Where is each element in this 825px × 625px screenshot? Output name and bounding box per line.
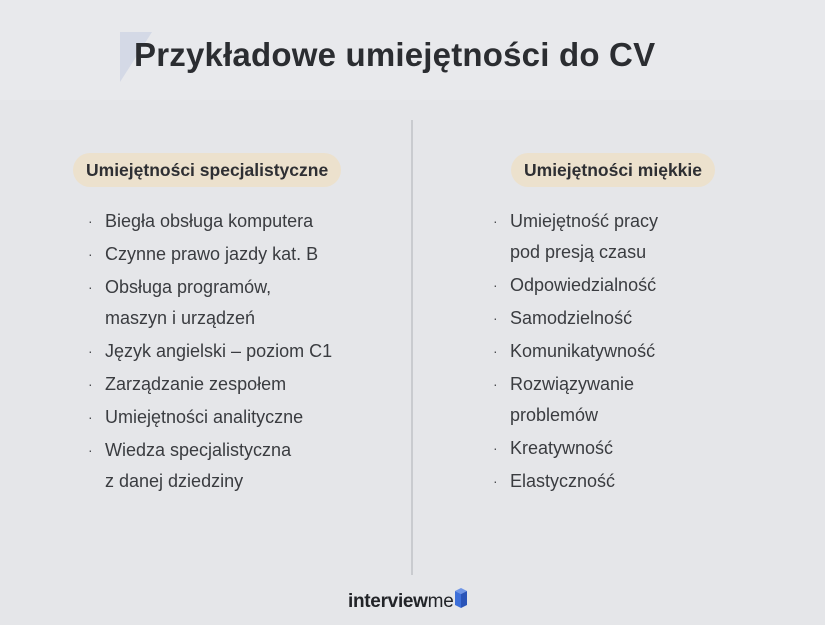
soft-skills-list <box>493 206 658 499</box>
list-item <box>493 369 658 431</box>
list-item-text: Kreatywność <box>510 438 614 458</box>
bullet-icon: · <box>88 409 93 425</box>
list-item-text: Umiejętności analityczne <box>105 407 304 427</box>
list-item <box>88 402 332 433</box>
list-item-text: Biegła obsługa komputera <box>105 211 314 231</box>
bullet-icon: · <box>88 343 93 359</box>
bullet-icon: · <box>88 213 93 229</box>
list-item-text: Samodzielność <box>510 308 633 328</box>
bullet-icon: · <box>493 277 498 293</box>
list-item <box>88 369 332 400</box>
bullet-icon: · <box>493 440 498 456</box>
list-item <box>493 433 658 464</box>
column-divider <box>411 120 413 575</box>
logo-text-light: me <box>427 591 454 612</box>
bullet-icon: · <box>88 442 93 458</box>
logo-text-bold: interview <box>348 591 428 612</box>
list-item-text: Odpowiedzialność <box>510 275 657 295</box>
list-item-text: Elastyczność <box>510 471 616 491</box>
right-column-heading: Umiejętności miękkie <box>511 153 715 187</box>
list-item <box>493 466 658 497</box>
list-item <box>493 336 658 367</box>
interviewme-logo <box>348 591 467 617</box>
cube-icon <box>455 588 467 613</box>
list-item <box>88 206 332 237</box>
bullet-icon: · <box>88 376 93 392</box>
list-item <box>88 272 332 334</box>
list-item-text: Wiedza specjalistyczna z danej dziedziny <box>105 440 292 491</box>
logo-wordmark <box>348 591 453 613</box>
list-item <box>493 206 658 268</box>
bullet-icon: · <box>493 310 498 326</box>
hard-skills-list <box>88 206 332 499</box>
list-item <box>493 270 658 301</box>
list-item-text: Czynne prawo jazdy kat. B <box>105 244 319 264</box>
list-item-text: Obsługa programów, maszyn i urządzeń <box>105 277 272 328</box>
bullet-icon: · <box>88 246 93 262</box>
list-item-text: Umiejętność pracy pod presją czasu <box>510 211 659 262</box>
bullet-icon: · <box>493 213 498 229</box>
left-column-heading: Umiejętności specjalistyczne <box>73 153 341 187</box>
page-title: Przykładowe umiejętności do CV <box>134 36 656 73</box>
bullet-icon: · <box>88 279 93 295</box>
bullet-icon: · <box>493 343 498 359</box>
list-item <box>88 239 332 270</box>
list-item-text: Komunikatywność <box>510 341 656 361</box>
list-item <box>88 336 332 367</box>
list-item <box>493 303 658 334</box>
bullet-icon: · <box>493 376 498 392</box>
list-item-text: Rozwiązywanie problemów <box>510 374 635 425</box>
list-item-text: Język angielski – poziom C1 <box>105 341 333 361</box>
list-item <box>88 435 332 497</box>
list-item-text: Zarządzanie zespołem <box>105 374 287 394</box>
bullet-icon: · <box>493 473 498 489</box>
